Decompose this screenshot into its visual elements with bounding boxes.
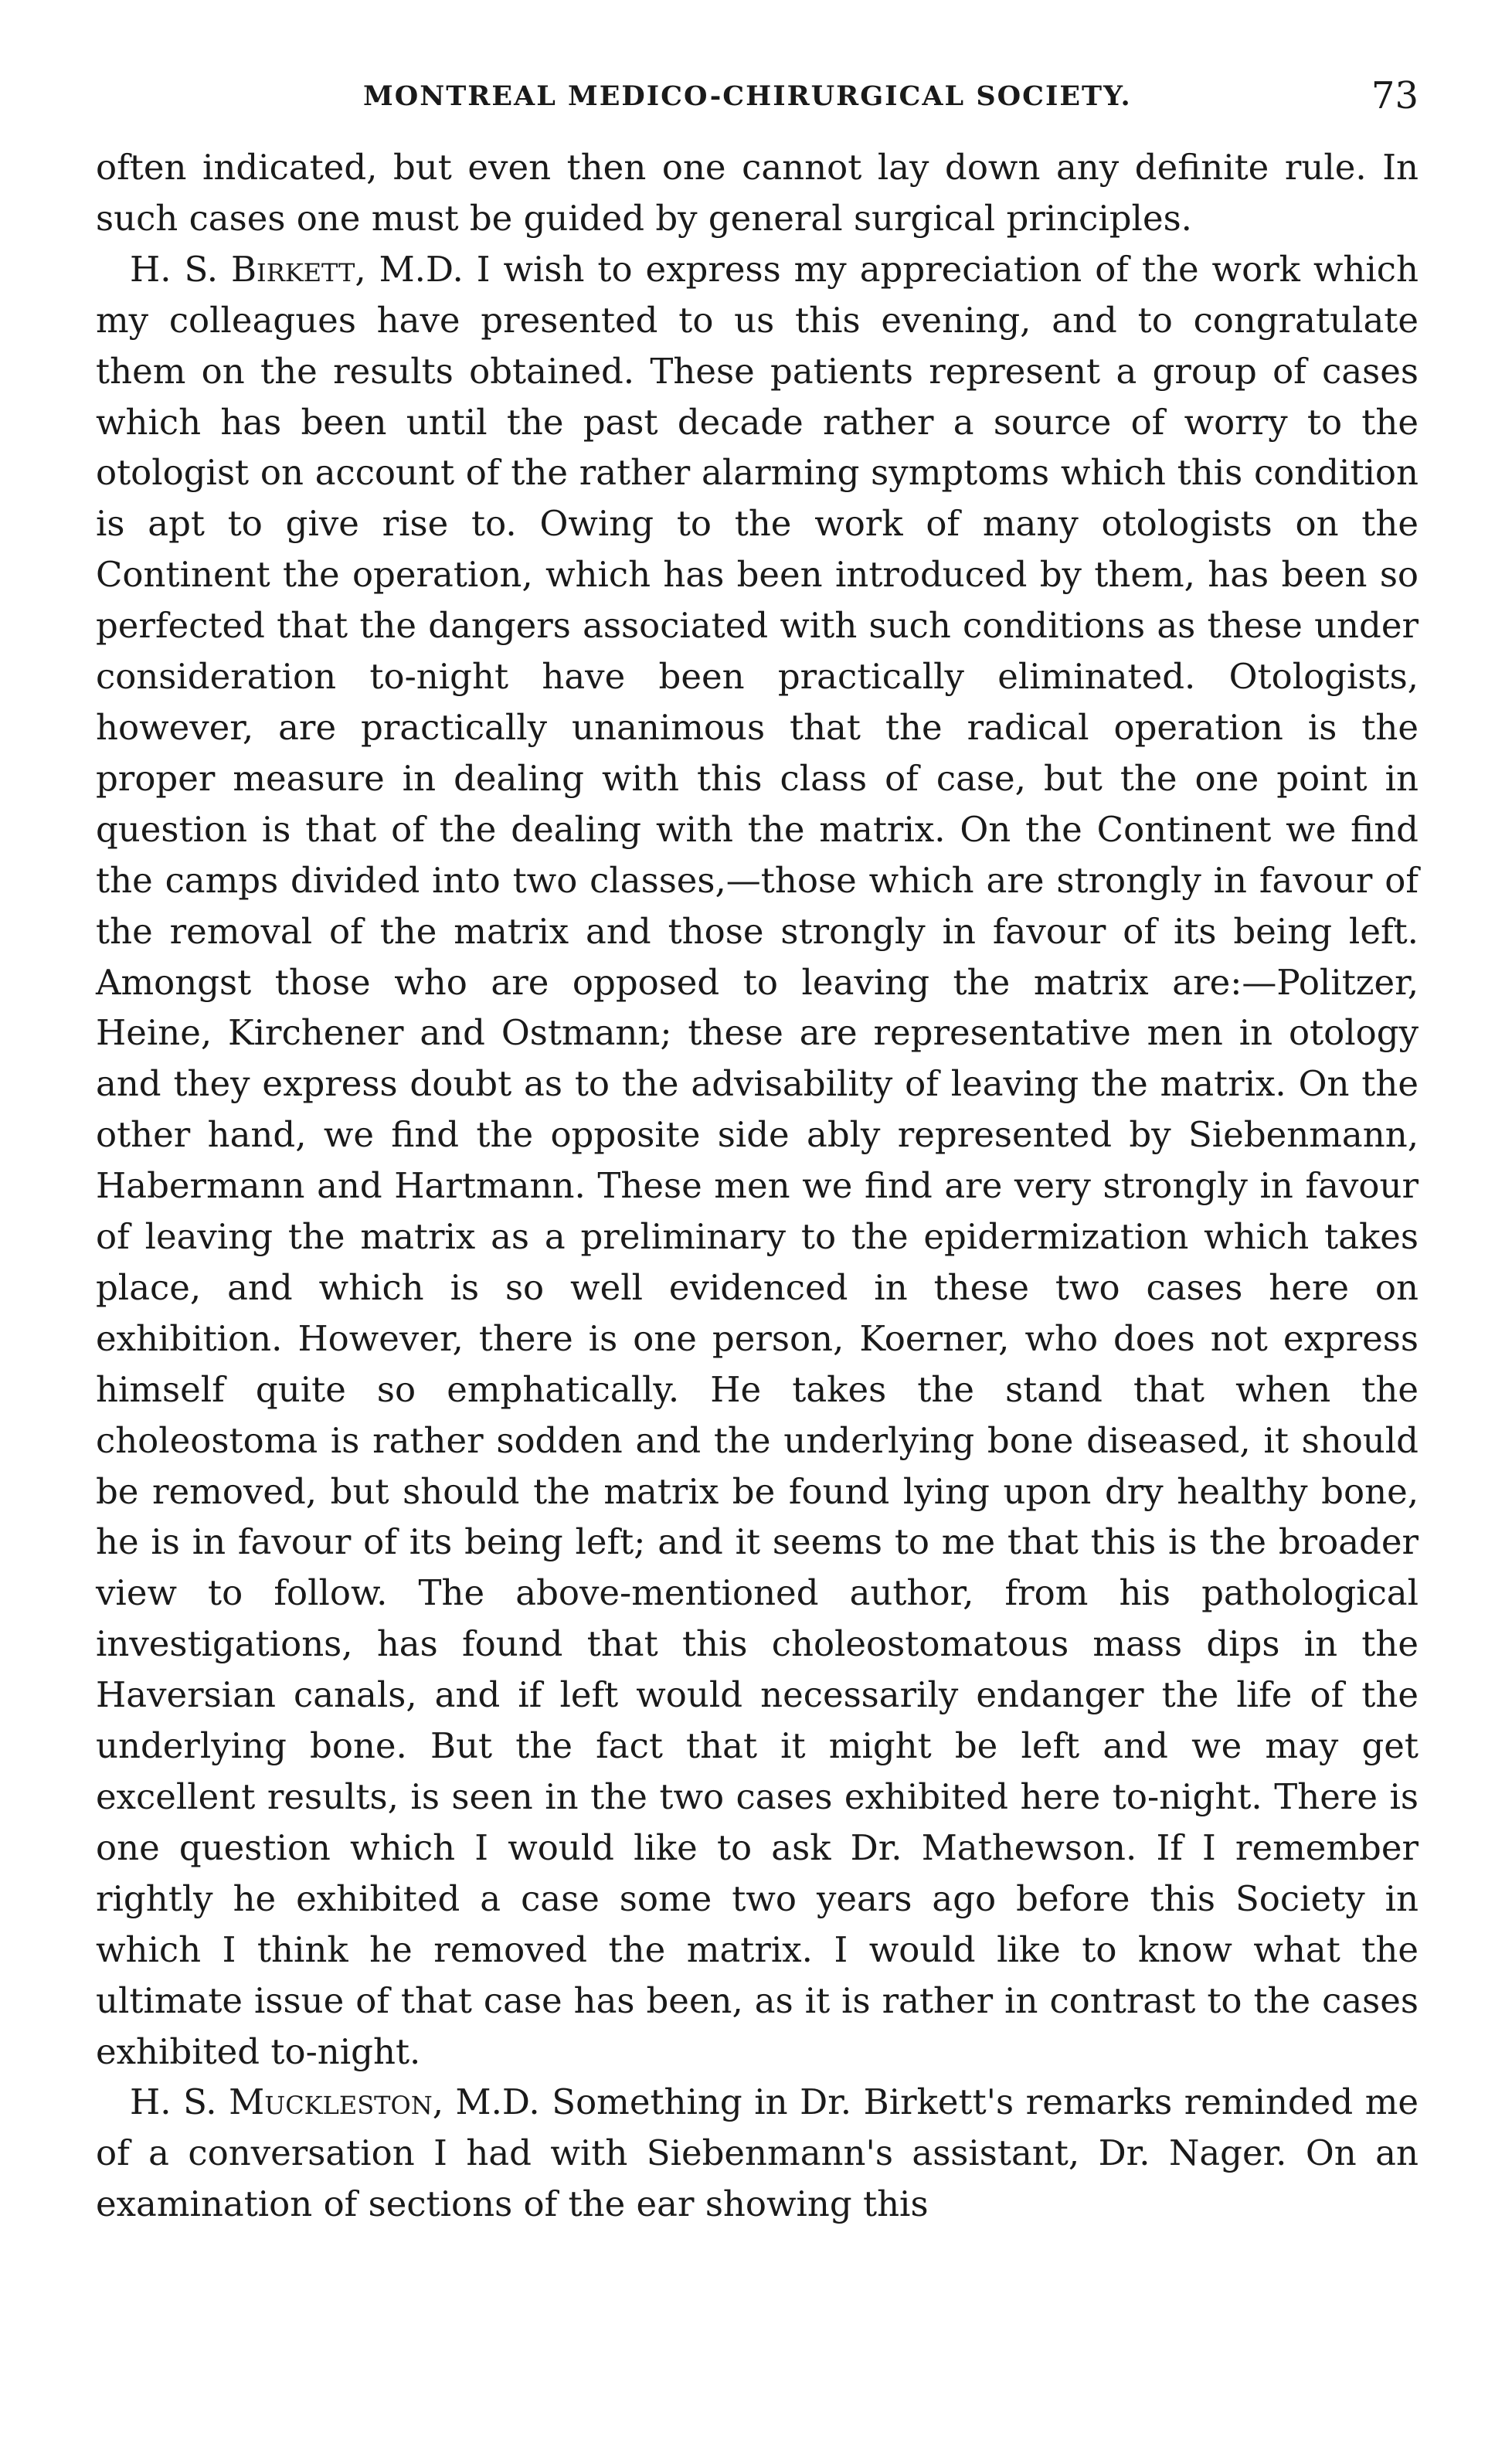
body-text	[96, 142, 1419, 2230]
page-header	[96, 74, 1419, 136]
speaker-name: H. S. Muckleston, M.D.	[130, 2081, 540, 2123]
paragraph-muckleston	[96, 2077, 1419, 2230]
running-head: MONTREAL MEDICO-CHIRURGICAL SOCIETY.	[363, 80, 1132, 112]
page-number: 73	[1371, 74, 1419, 117]
paragraph-continuation	[96, 142, 1419, 244]
paragraph-text: Something in Dr. Birkett's remarks reminded me of a conversation I had with Siebenmann's assistant, Dr. Nager. On an examination of sections of the ear showing this	[96, 2081, 1419, 2225]
paragraph-text: often indicated, but even then one cannot lay down any definite rule. In such cases one must be guided by general surgical principles.	[96, 147, 1419, 239]
speaker-name: H. S. Birkett, M.D.	[130, 248, 464, 290]
book-page	[96, 74, 1419, 2230]
paragraph-text: I wish to express my appreciation of the work which my colleagues have presented to us this evening, and to congratulate them on the results obtained. These patients represent a group of cases which has been until the past decade rather a source of worry to the otologist on account of the rather alarming symptoms which this condition is apt to give rise to. Owing to the work of many otologists on the Continent the operation, which has been introduced by them, has been so perfected that the dangers associated with such conditions as these under consideration to-night have been practically eliminated. Otologists, however, are practically unanimous that the radical operation is the proper measure in dealing with this class of case, but the one point in question is that of the dealing with the matrix. On the Continent we find the camps divided into two classes,—those which are strongly in favour of the removal of the matrix and those strongly in favour of its being left. Amongst those who are opposed to leaving the matrix are:—Politzer, Heine, Kirchener and Ostmann; these are representative men in otology and they express doubt as to the advisability of leaving the matrix. On the other hand, we find the opposite side ably represented by Siebenmann, Habermann and Hartmann. These men we find are very strongly in favour of leaving the matrix as a preliminary to the epidermization which takes place, and which is so well evidenced in these two cases here on exhibition. However, there is one person, Koerner, who does not express himself quite so emphatically. He takes the stand that when the choleostoma is rather sodden and the underlying bone diseased, it should be removed, but should the matrix be found lying upon dry healthy bone, he is in favour of its being left; and it seems to me that this is the broader view to follow. The above-mentioned author, from his pathological investigations, has found that this choleostomatous mass dips in the Haversian canals, and if left would necessarily endanger the life of the underlying bone. But the fact that it might be left and we may get excellent results, is seen in the two cases exhibited here to-night. There is one question which I would like to ask Dr. Mathewson. If I remember rightly he exhibited a case some two years ago before this Society in which I think he removed the matrix. I would like to know what the ultimate issue of that case has been, as it is rather in contrast to the cases exhibited to-night.	[96, 248, 1419, 2072]
paragraph-birkett	[96, 244, 1419, 2078]
